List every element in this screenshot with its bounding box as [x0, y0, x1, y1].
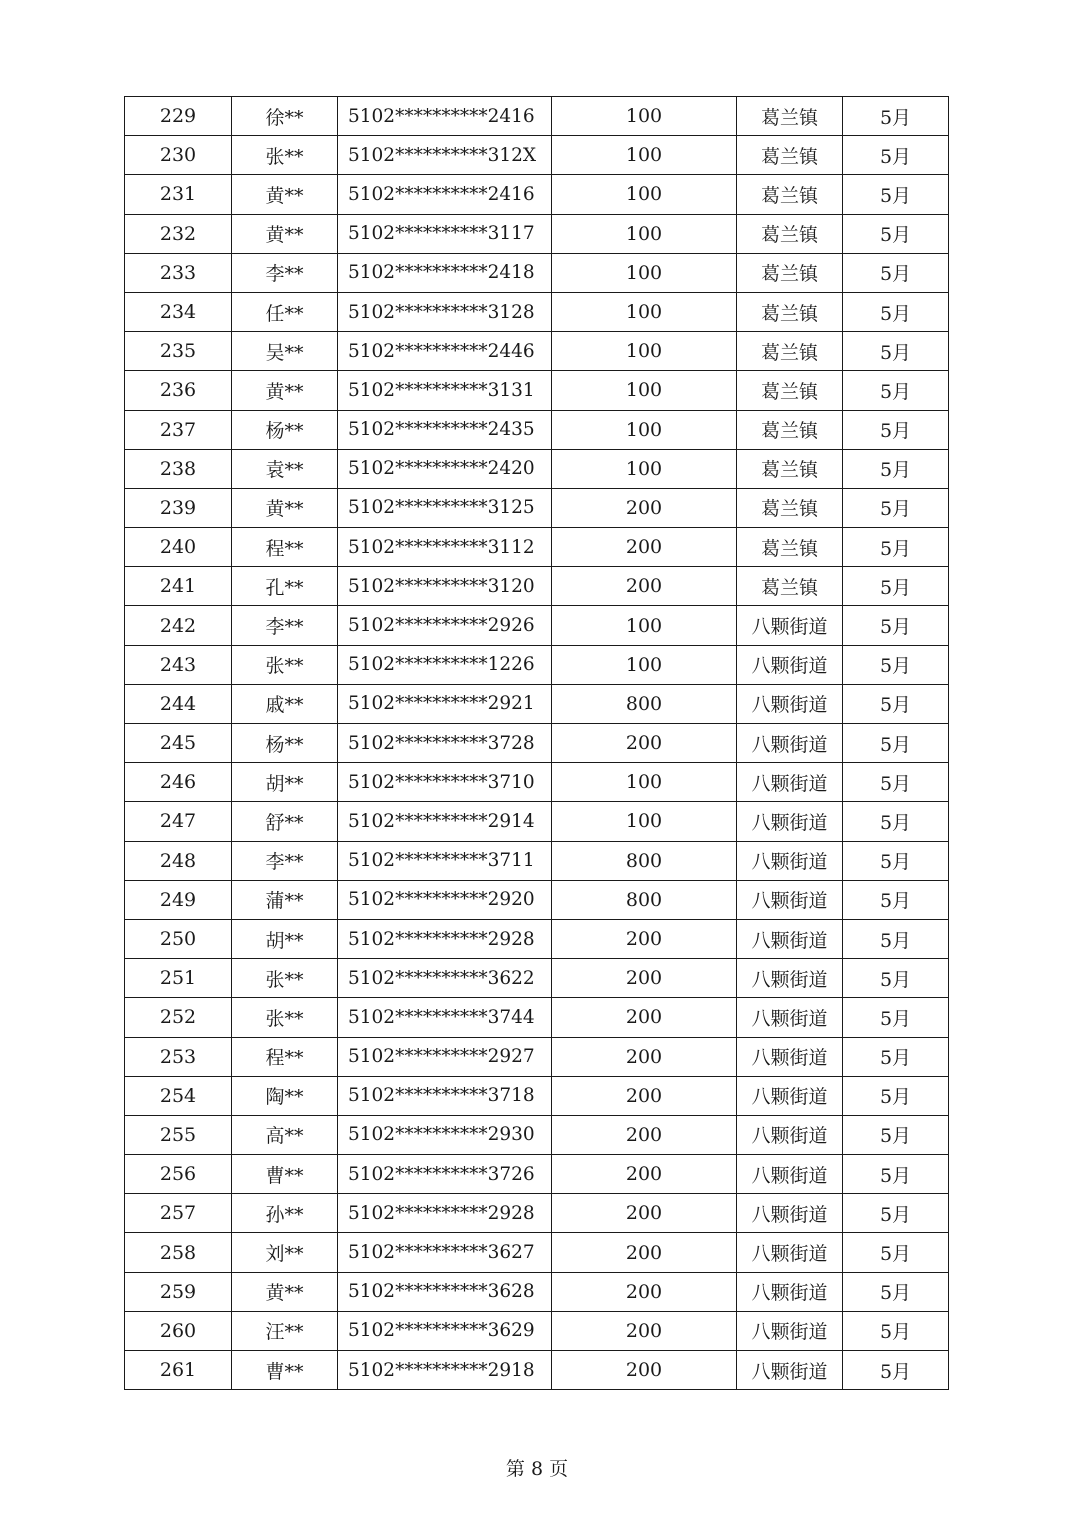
cell-serial-number: 257 [125, 1194, 232, 1233]
cell-amount: 100 [552, 97, 737, 136]
cell-serial-number: 252 [125, 998, 232, 1037]
table-row [125, 528, 949, 567]
cell-serial-number: 231 [125, 175, 232, 214]
cell-amount: 200 [552, 1233, 737, 1272]
cell-month: 5月 [843, 1155, 949, 1194]
cell-name: 胡** [232, 763, 338, 802]
cell-amount: 200 [552, 1076, 737, 1115]
table-row [125, 1115, 949, 1154]
table-row [125, 645, 949, 684]
cell-month: 5月 [843, 880, 949, 919]
data-table [124, 96, 949, 1390]
cell-serial-number: 230 [125, 136, 232, 175]
table-row [125, 1351, 949, 1390]
table-row [125, 684, 949, 723]
cell-id-number: 5102**********2930 [338, 1115, 552, 1154]
cell-serial-number: 247 [125, 802, 232, 841]
cell-month: 5月 [843, 97, 949, 136]
cell-amount: 200 [552, 1194, 737, 1233]
cell-month: 5月 [843, 959, 949, 998]
cell-amount: 100 [552, 802, 737, 841]
cell-amount: 200 [552, 1115, 737, 1154]
table-row [125, 1155, 949, 1194]
cell-name: 程** [232, 1037, 338, 1076]
table-row [125, 763, 949, 802]
cell-id-number: 5102**********2921 [338, 684, 552, 723]
cell-month: 5月 [843, 1272, 949, 1311]
cell-serial-number: 238 [125, 449, 232, 488]
table-row [125, 136, 949, 175]
cell-serial-number: 240 [125, 528, 232, 567]
table-row [125, 1233, 949, 1272]
cell-amount: 100 [552, 763, 737, 802]
cell-month: 5月 [843, 175, 949, 214]
cell-month: 5月 [843, 1233, 949, 1272]
table-row [125, 998, 949, 1037]
cell-amount: 800 [552, 880, 737, 919]
cell-amount: 200 [552, 1311, 737, 1350]
cell-month: 5月 [843, 410, 949, 449]
cell-area: 八颗街道 [737, 1076, 843, 1115]
cell-id-number: 5102**********2420 [338, 449, 552, 488]
table-row [125, 410, 949, 449]
cell-name: 张** [232, 136, 338, 175]
cell-serial-number: 245 [125, 724, 232, 763]
cell-name: 高** [232, 1115, 338, 1154]
cell-id-number: 5102**********3628 [338, 1272, 552, 1311]
cell-serial-number: 259 [125, 1272, 232, 1311]
cell-serial-number: 256 [125, 1155, 232, 1194]
cell-serial-number: 233 [125, 253, 232, 292]
cell-month: 5月 [843, 841, 949, 880]
table-row [125, 1311, 949, 1350]
table-row [125, 97, 949, 136]
cell-area: 八颗街道 [737, 645, 843, 684]
cell-serial-number: 242 [125, 606, 232, 645]
cell-name: 徐** [232, 97, 338, 136]
cell-name: 曹** [232, 1351, 338, 1390]
table-row [125, 959, 949, 998]
cell-amount: 100 [552, 253, 737, 292]
cell-id-number: 5102**********2918 [338, 1351, 552, 1390]
page-number: 第 8 页 [505, 1458, 569, 1480]
cell-id-number: 5102**********3627 [338, 1233, 552, 1272]
cell-id-number: 5102**********3622 [338, 959, 552, 998]
cell-serial-number: 249 [125, 880, 232, 919]
cell-name: 黄** [232, 175, 338, 214]
table-row [125, 1272, 949, 1311]
cell-serial-number: 236 [125, 371, 232, 410]
cell-name: 袁** [232, 449, 338, 488]
table-row [125, 175, 949, 214]
cell-serial-number: 232 [125, 214, 232, 253]
cell-serial-number: 246 [125, 763, 232, 802]
cell-id-number: 5102**********2928 [338, 919, 552, 958]
table-row [125, 214, 949, 253]
cell-id-number: 5102**********2927 [338, 1037, 552, 1076]
cell-name: 黄** [232, 488, 338, 527]
cell-serial-number: 254 [125, 1076, 232, 1115]
cell-amount: 100 [552, 292, 737, 331]
cell-month: 5月 [843, 136, 949, 175]
table-row [125, 488, 949, 527]
cell-id-number: 5102**********312X [338, 136, 552, 175]
cell-serial-number: 237 [125, 410, 232, 449]
cell-serial-number: 253 [125, 1037, 232, 1076]
cell-area: 葛兰镇 [737, 332, 843, 371]
cell-amount: 100 [552, 136, 737, 175]
cell-serial-number: 243 [125, 645, 232, 684]
cell-area: 八颗街道 [737, 1115, 843, 1154]
cell-area: 八颗街道 [737, 919, 843, 958]
cell-area: 八颗街道 [737, 841, 843, 880]
cell-month: 5月 [843, 332, 949, 371]
table-row [125, 1194, 949, 1233]
cell-area: 葛兰镇 [737, 136, 843, 175]
cell-name: 张** [232, 998, 338, 1037]
cell-name: 孔** [232, 567, 338, 606]
cell-id-number: 5102**********2446 [338, 332, 552, 371]
cell-area: 八颗街道 [737, 1194, 843, 1233]
cell-area: 八颗街道 [737, 1037, 843, 1076]
cell-area: 葛兰镇 [737, 488, 843, 527]
table-body [125, 97, 949, 1390]
cell-name: 程** [232, 528, 338, 567]
cell-id-number: 5102**********3125 [338, 488, 552, 527]
cell-month: 5月 [843, 1076, 949, 1115]
cell-serial-number: 251 [125, 959, 232, 998]
cell-amount: 100 [552, 606, 737, 645]
cell-area: 八颗街道 [737, 880, 843, 919]
cell-month: 5月 [843, 1115, 949, 1154]
cell-id-number: 5102**********3710 [338, 763, 552, 802]
cell-id-number: 5102**********2926 [338, 606, 552, 645]
table-row [125, 724, 949, 763]
cell-amount: 200 [552, 488, 737, 527]
cell-amount: 200 [552, 1155, 737, 1194]
cell-area: 八颗街道 [737, 1233, 843, 1272]
cell-name: 蒲** [232, 880, 338, 919]
cell-serial-number: 241 [125, 567, 232, 606]
cell-serial-number: 260 [125, 1311, 232, 1350]
cell-name: 黄** [232, 214, 338, 253]
cell-name: 任** [232, 292, 338, 331]
cell-id-number: 5102**********3728 [338, 724, 552, 763]
cell-id-number: 5102**********3718 [338, 1076, 552, 1115]
cell-area: 葛兰镇 [737, 214, 843, 253]
table-row [125, 1076, 949, 1115]
cell-id-number: 5102**********3726 [338, 1155, 552, 1194]
cell-id-number: 5102**********2914 [338, 802, 552, 841]
cell-amount: 100 [552, 332, 737, 371]
cell-month: 5月 [843, 567, 949, 606]
cell-month: 5月 [843, 802, 949, 841]
cell-name: 黄** [232, 1272, 338, 1311]
cell-id-number: 5102**********2416 [338, 97, 552, 136]
cell-name: 汪** [232, 1311, 338, 1350]
cell-id-number: 5102**********2416 [338, 175, 552, 214]
cell-month: 5月 [843, 528, 949, 567]
cell-month: 5月 [843, 1311, 949, 1350]
cell-name: 舒** [232, 802, 338, 841]
cell-amount: 200 [552, 567, 737, 606]
cell-month: 5月 [843, 724, 949, 763]
table-row [125, 919, 949, 958]
cell-amount: 200 [552, 1272, 737, 1311]
cell-month: 5月 [843, 449, 949, 488]
cell-area: 八颗街道 [737, 1351, 843, 1390]
cell-area: 葛兰镇 [737, 371, 843, 410]
cell-name: 张** [232, 959, 338, 998]
cell-month: 5月 [843, 763, 949, 802]
table-row [125, 449, 949, 488]
cell-month: 5月 [843, 684, 949, 723]
cell-serial-number: 258 [125, 1233, 232, 1272]
table-row [125, 371, 949, 410]
cell-area: 八颗街道 [737, 763, 843, 802]
cell-id-number: 5102**********2920 [338, 880, 552, 919]
table-row [125, 1037, 949, 1076]
cell-name: 杨** [232, 410, 338, 449]
cell-amount: 200 [552, 959, 737, 998]
cell-id-number: 5102**********1226 [338, 645, 552, 684]
cell-month: 5月 [843, 253, 949, 292]
cell-name: 刘** [232, 1233, 338, 1272]
cell-serial-number: 229 [125, 97, 232, 136]
cell-area: 葛兰镇 [737, 449, 843, 488]
cell-name: 孙** [232, 1194, 338, 1233]
cell-amount: 200 [552, 724, 737, 763]
cell-amount: 100 [552, 214, 737, 253]
table-row [125, 292, 949, 331]
table-row [125, 332, 949, 371]
cell-amount: 200 [552, 1037, 737, 1076]
cell-amount: 200 [552, 998, 737, 1037]
cell-serial-number: 250 [125, 919, 232, 958]
cell-area: 葛兰镇 [737, 253, 843, 292]
cell-amount: 100 [552, 449, 737, 488]
cell-id-number: 5102**********2928 [338, 1194, 552, 1233]
cell-name: 吴** [232, 332, 338, 371]
cell-id-number: 5102**********3711 [338, 841, 552, 880]
cell-month: 5月 [843, 1194, 949, 1233]
cell-month: 5月 [843, 292, 949, 331]
cell-area: 葛兰镇 [737, 97, 843, 136]
cell-id-number: 5102**********3117 [338, 214, 552, 253]
cell-month: 5月 [843, 214, 949, 253]
cell-month: 5月 [843, 919, 949, 958]
cell-amount: 100 [552, 410, 737, 449]
cell-serial-number: 235 [125, 332, 232, 371]
cell-name: 胡** [232, 919, 338, 958]
cell-area: 葛兰镇 [737, 410, 843, 449]
cell-amount: 200 [552, 1351, 737, 1390]
cell-area: 八颗街道 [737, 606, 843, 645]
cell-name: 李** [232, 606, 338, 645]
cell-area: 葛兰镇 [737, 528, 843, 567]
cell-area: 八颗街道 [737, 802, 843, 841]
cell-month: 5月 [843, 488, 949, 527]
table-row [125, 253, 949, 292]
cell-serial-number: 248 [125, 841, 232, 880]
cell-amount: 100 [552, 371, 737, 410]
cell-area: 八颗街道 [737, 1272, 843, 1311]
cell-id-number: 5102**********3131 [338, 371, 552, 410]
cell-serial-number: 239 [125, 488, 232, 527]
cell-serial-number: 261 [125, 1351, 232, 1390]
cell-name: 戚** [232, 684, 338, 723]
cell-serial-number: 244 [125, 684, 232, 723]
cell-month: 5月 [843, 998, 949, 1037]
cell-amount: 800 [552, 841, 737, 880]
cell-area: 八颗街道 [737, 1311, 843, 1350]
cell-serial-number: 234 [125, 292, 232, 331]
cell-name: 黄** [232, 371, 338, 410]
cell-month: 5月 [843, 606, 949, 645]
cell-name: 张** [232, 645, 338, 684]
cell-name: 曹** [232, 1155, 338, 1194]
cell-month: 5月 [843, 371, 949, 410]
table-row [125, 606, 949, 645]
cell-name: 杨** [232, 724, 338, 763]
cell-month: 5月 [843, 1351, 949, 1390]
cell-id-number: 5102**********3629 [338, 1311, 552, 1350]
table-row [125, 841, 949, 880]
table-row [125, 567, 949, 606]
cell-area: 八颗街道 [737, 998, 843, 1037]
cell-amount: 800 [552, 684, 737, 723]
cell-id-number: 5102**********3128 [338, 292, 552, 331]
cell-name: 李** [232, 841, 338, 880]
cell-id-number: 5102**********3120 [338, 567, 552, 606]
cell-id-number: 5102**********3744 [338, 998, 552, 1037]
cell-area: 葛兰镇 [737, 175, 843, 214]
cell-area: 葛兰镇 [737, 292, 843, 331]
cell-month: 5月 [843, 1037, 949, 1076]
cell-month: 5月 [843, 645, 949, 684]
cell-area: 八颗街道 [737, 959, 843, 998]
cell-area: 葛兰镇 [737, 567, 843, 606]
cell-id-number: 5102**********3112 [338, 528, 552, 567]
table-row [125, 802, 949, 841]
cell-area: 八颗街道 [737, 1155, 843, 1194]
table-row [125, 880, 949, 919]
cell-serial-number: 255 [125, 1115, 232, 1154]
cell-amount: 100 [552, 645, 737, 684]
cell-area: 八颗街道 [737, 724, 843, 763]
cell-amount: 200 [552, 528, 737, 567]
cell-amount: 100 [552, 175, 737, 214]
cell-name: 陶** [232, 1076, 338, 1115]
cell-name: 李** [232, 253, 338, 292]
cell-id-number: 5102**********2418 [338, 253, 552, 292]
cell-area: 八颗街道 [737, 684, 843, 723]
cell-id-number: 5102**********2435 [338, 410, 552, 449]
cell-amount: 200 [552, 919, 737, 958]
